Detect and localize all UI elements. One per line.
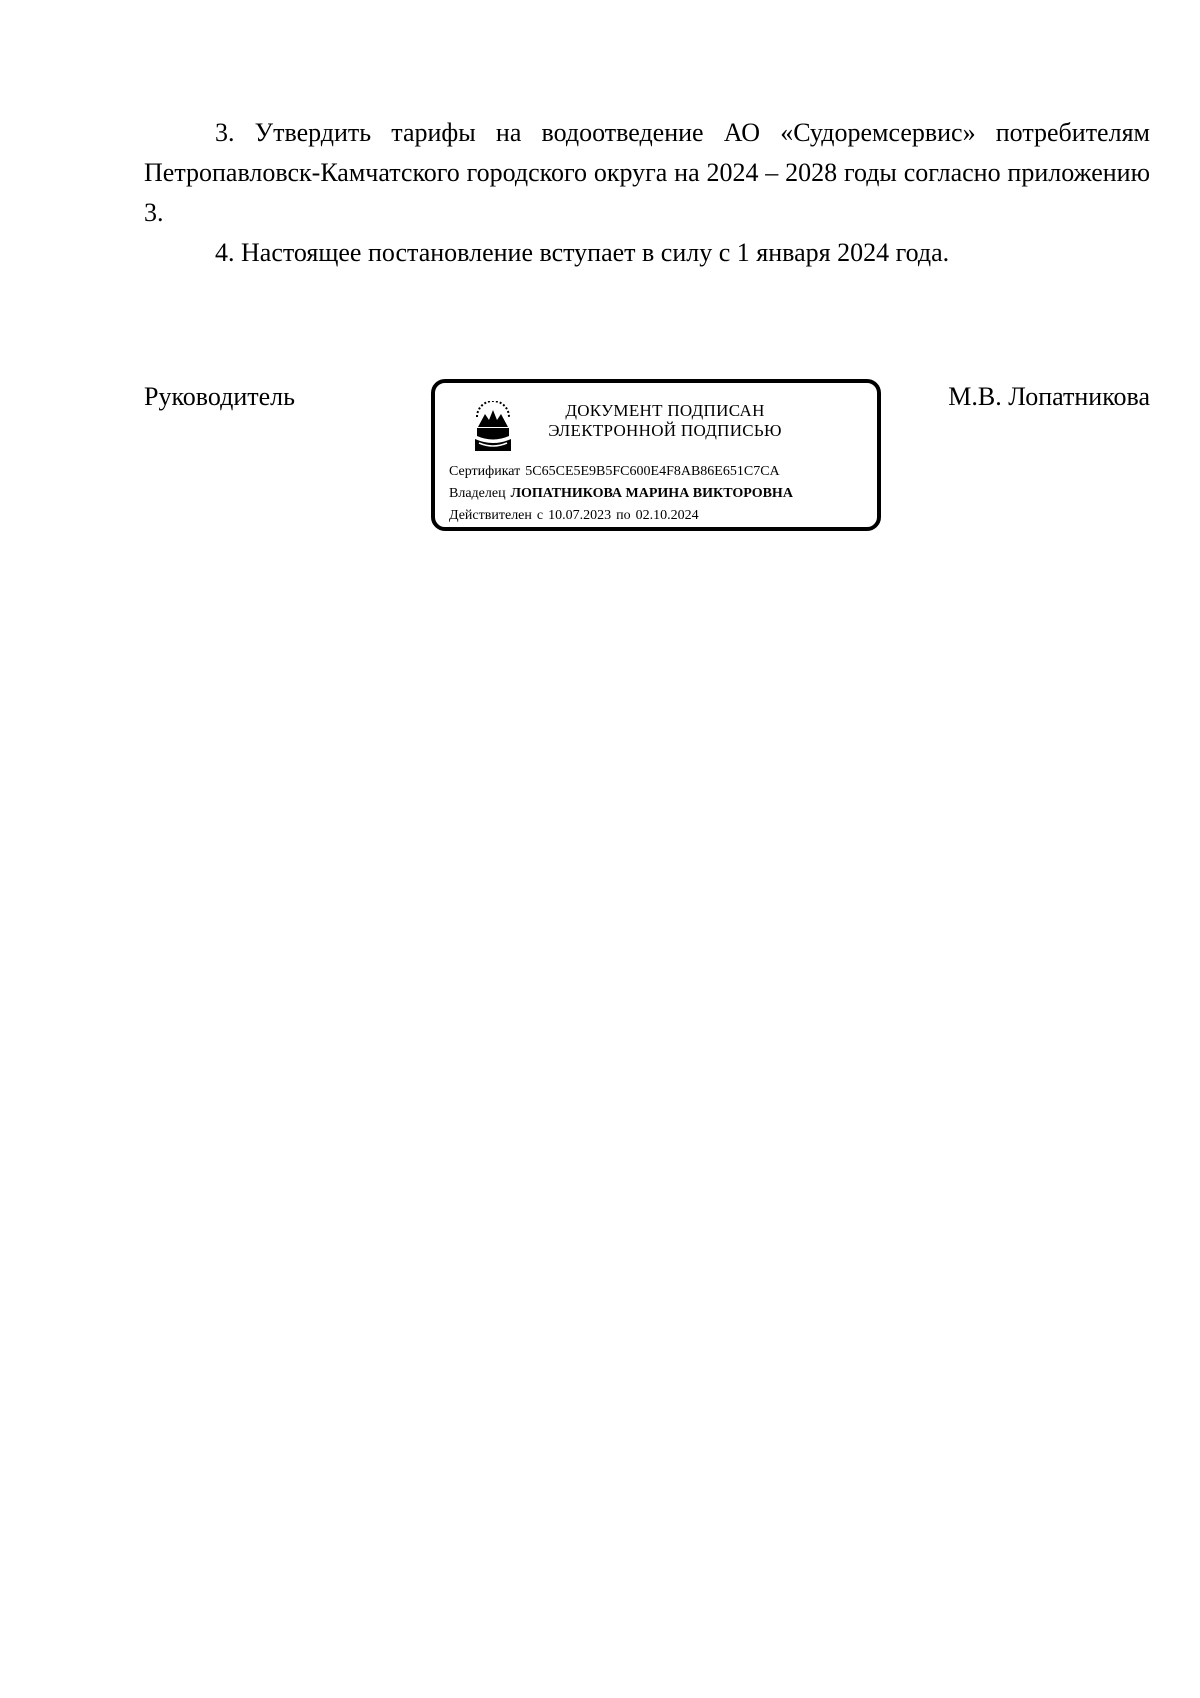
owner-label: Владелец bbox=[449, 486, 506, 501]
validity-line bbox=[449, 505, 793, 527]
valid-from-date: 10.07.2023 bbox=[548, 508, 612, 523]
document-body bbox=[144, 113, 1150, 273]
kamchatka-coat-of-arms-icon bbox=[471, 401, 515, 453]
stamp-title-line-1: ДОКУМЕНТ ПОДПИСАН bbox=[565, 401, 765, 420]
valid-to-date: 02.10.2024 bbox=[635, 508, 699, 523]
paragraph-4: 4. Настоящее постановление вступает в силу с 1 января 2024 года. bbox=[215, 238, 950, 267]
stamp-details bbox=[449, 461, 793, 527]
stamp-title bbox=[515, 401, 815, 441]
owner-value: ЛОПАТНИКОВА МАРИНА ВИКТОРОВНА bbox=[510, 486, 793, 501]
paragraph-3: 3. Утвердить тарифы на водоотведение АО «Судоремсервис» потребителям Петропавловск-Камчатского городского округа на 2024 – 2028 годы согласно приложению 3. bbox=[144, 118, 1150, 227]
valid-from-prefix: с bbox=[536, 508, 544, 523]
stamp-title-line-2: ЭЛЕКТРОННОЙ ПОДПИСЬЮ bbox=[548, 421, 782, 440]
owner-line bbox=[449, 483, 793, 505]
certificate-line bbox=[449, 461, 793, 483]
certificate-value: 5C65CE5E9B5FC600E4F8AB86E651C7CA bbox=[525, 464, 780, 479]
signature-block bbox=[144, 375, 1150, 545]
signatory-name: М.В. Лопатникова bbox=[948, 382, 1150, 411]
valid-to-prefix: по bbox=[616, 508, 631, 523]
certificate-label: Сертификат bbox=[449, 464, 521, 479]
signatory-position: Руководитель bbox=[144, 382, 295, 411]
validity-label: Действителен bbox=[449, 508, 532, 523]
electronic-signature-stamp bbox=[431, 379, 881, 531]
